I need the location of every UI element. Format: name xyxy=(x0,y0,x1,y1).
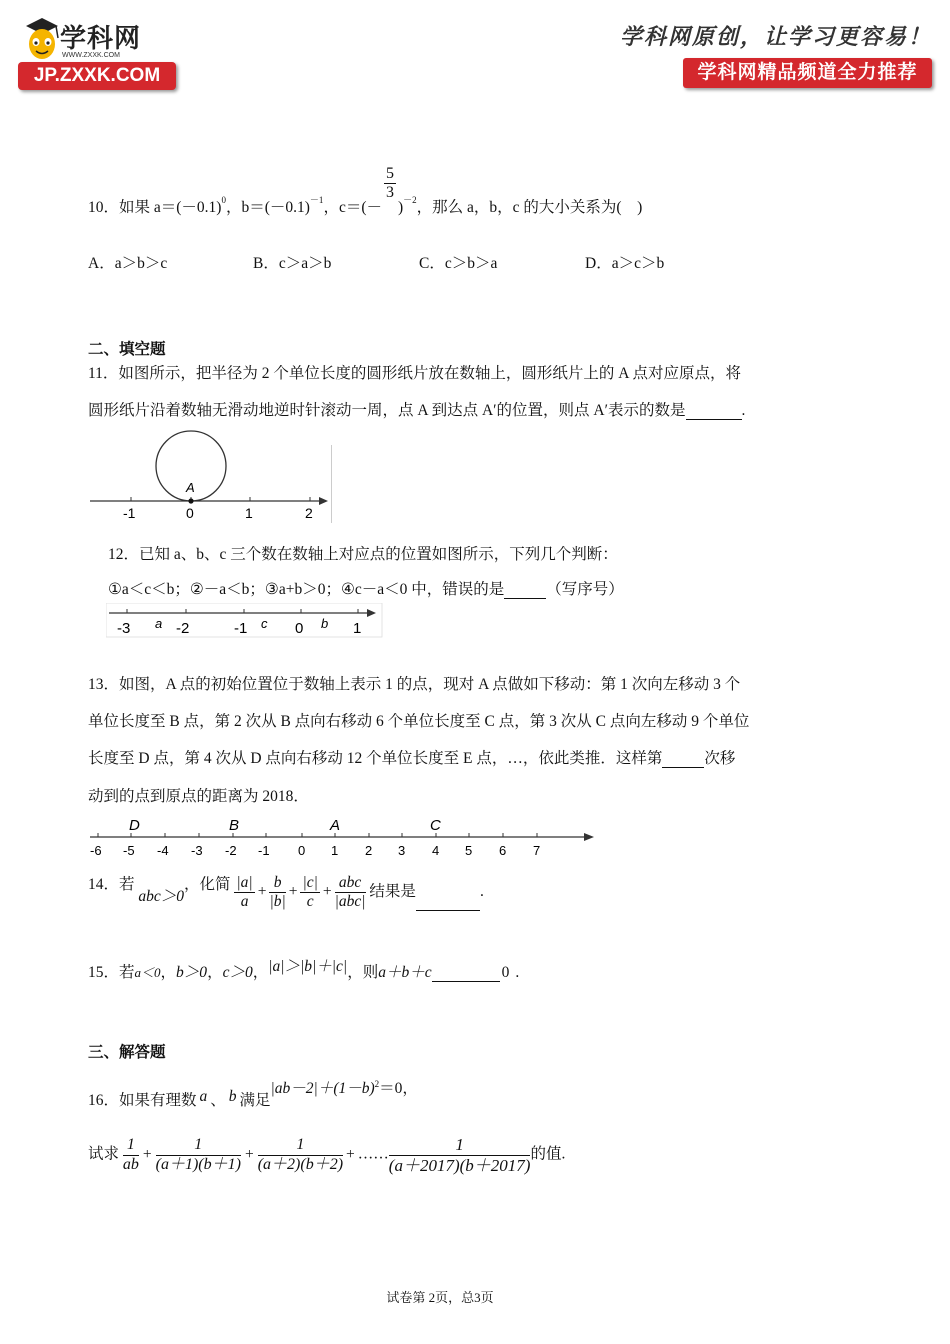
q13-tick-label: 1 xyxy=(331,843,339,858)
q16-var-a: a xyxy=(199,1088,208,1105)
q14-term1-den: a xyxy=(240,892,249,910)
q10-exp-b: －1 xyxy=(309,195,324,206)
q10-part-c-close: ) xyxy=(397,199,404,217)
q16-eq-end: ＝0， xyxy=(379,1080,418,1097)
q13-tick-label: 6 xyxy=(499,843,507,858)
q10-suffix: ，那么 a，b，c 的大小关系为( ) xyxy=(416,199,643,217)
q12-tick-label: -2 xyxy=(176,620,190,637)
q16-line1 xyxy=(88,1076,418,1109)
q13-number-line-figure xyxy=(86,812,598,862)
q10-prefix: 10．如果 a＝(－0.1) xyxy=(88,199,222,217)
q12-tick-label: 0 xyxy=(295,620,304,637)
q12-line2-end: （写序号） xyxy=(546,581,624,598)
q16-suffix: 的值. xyxy=(530,1145,566,1163)
section-solve-title: 三、解答题 xyxy=(88,1044,166,1061)
q11-tick-label: -1 xyxy=(123,505,136,521)
q10-frac-num: 5 xyxy=(384,165,396,184)
q13-tick-label: 4 xyxy=(432,843,440,858)
q11-line2-end: . xyxy=(741,402,746,419)
q15-prefix: 15．若 xyxy=(88,964,135,981)
q15-sep: ， xyxy=(207,964,223,981)
q15-cond-c: c＞0 xyxy=(222,964,253,981)
q13-point-b-label: B xyxy=(229,817,240,834)
q11-line2-text: 圆形纸片沿着数轴无滑动地逆时针滚动一周，点 A 到达点 A′的位置，则点 A′表示的数是 xyxy=(88,402,686,419)
q15-sep: ， xyxy=(252,964,269,981)
q13-tick-label: -3 xyxy=(191,843,203,858)
page-footer: 试卷第 2页，总3页 xyxy=(386,1290,494,1305)
q10-option-d[interactable]: D．a＞c＞b xyxy=(585,255,665,272)
q16-f1-den: ab xyxy=(122,1155,139,1173)
q14-answer-blank[interactable] xyxy=(416,896,480,911)
q12-point-b-label: b xyxy=(321,616,329,631)
q14-condition: abc＞0 xyxy=(138,887,185,905)
q15-rhs: 0 xyxy=(501,964,510,981)
q12-line2 xyxy=(108,577,624,599)
q16-fraction-4 xyxy=(389,1135,531,1175)
q15-stem xyxy=(88,960,519,982)
q10-fraction xyxy=(384,165,396,203)
q13-line1: 13．如图，A 点的初始位置位于数轴上表示 1 的点，现对 A 点做如下移动：第 1 次向左移动 3 个 xyxy=(88,676,741,693)
q14-term2-num: b xyxy=(269,874,285,893)
q14-term4-den: |abc| xyxy=(334,892,366,910)
q16-prefix: 16．如果有理数 xyxy=(88,1092,197,1109)
q13-tick-label: 7 xyxy=(533,843,541,858)
q13-line2: 单位长度至 B 点，第 2 次从 B 点向右移动 6 个单位长度至 C 点，第 3 次从 C 点向左移动 9 个单位 xyxy=(88,713,750,730)
q14-suffix: 结果是 xyxy=(369,882,416,900)
q14-term-1 xyxy=(234,874,254,911)
q16-line2 xyxy=(88,1135,565,1175)
header-slogan: 学科网原创，让学习更容易！ xyxy=(619,24,932,50)
q13-line3-end: 次移 xyxy=(704,750,736,767)
q16-f3-num: 1 xyxy=(258,1136,343,1155)
q14-plus: + xyxy=(322,882,332,900)
q16-var-b: b xyxy=(228,1088,237,1105)
q11-axis-arrow xyxy=(319,497,328,505)
logo-url: WWW.ZXXK.COM xyxy=(62,52,120,59)
q16-f3-den: (a＋2)(b＋2) xyxy=(257,1155,344,1173)
q12-point-a-label: a xyxy=(155,616,163,631)
q14-term-3 xyxy=(300,874,319,911)
q13-line3 xyxy=(88,746,735,768)
q10-stem xyxy=(88,165,642,225)
q13-tick-label: 2 xyxy=(365,843,373,858)
q10-frac-den: 3 xyxy=(385,184,394,202)
q16-plus: + xyxy=(142,1145,152,1163)
q14-prefix: 14．若 xyxy=(88,875,135,893)
q13-tick-label: -6 xyxy=(90,843,102,858)
q14-stem xyxy=(88,874,484,934)
q12-axis-arrow xyxy=(367,609,376,617)
q14-term2-den: |b| xyxy=(269,892,286,910)
q13-point-d-label: D xyxy=(129,817,140,834)
q10-exp-a: 0 xyxy=(221,195,226,206)
q16-plus: + xyxy=(346,1145,355,1163)
q12-number-line-figure xyxy=(106,603,384,639)
q14-term4-num: abc xyxy=(335,874,366,893)
q12-line2-text: ①a＜c＜b；②－a＜b；③a+b＞0；④c－a＜0 中，错误的是 xyxy=(108,581,505,598)
q16-equation: |ab－2|＋(1－b) xyxy=(270,1080,375,1097)
q16-line2-prefix: 试求 xyxy=(88,1145,120,1163)
header-banner xyxy=(683,58,932,88)
q13-tick-label: -2 xyxy=(225,843,237,858)
q15-answer-blank[interactable] xyxy=(432,967,500,982)
q11-tick-label: 0 xyxy=(186,505,194,521)
q13-answer-blank[interactable] xyxy=(662,753,704,768)
mascot-icon xyxy=(22,16,62,66)
q16-f2-num: 1 xyxy=(156,1136,241,1155)
q15-then: 则 xyxy=(362,964,379,981)
q16-f4-den: (a＋2017)(b＋2017) xyxy=(388,1155,531,1175)
q13-point-a-label: A xyxy=(330,817,341,834)
q16-fraction-1 xyxy=(123,1136,139,1174)
section-fill-in-title: 二、填空题 xyxy=(88,341,166,358)
q15-cond-abs: |a|＞|b|＋|c| xyxy=(268,958,348,975)
q15-end: . xyxy=(515,964,520,981)
q10-part-c: ，c＝(－ xyxy=(323,199,382,217)
q10-option-c[interactable]: C．c＞b＞a xyxy=(419,255,498,272)
q11-tick-label: 1 xyxy=(245,505,253,521)
q13-line3-text: 长度至 D 点，第 4 次从 D 点向右移动 12 个单位长度至 E 点，…，依此类推．这样第 xyxy=(88,750,663,767)
q13-tick-label: -5 xyxy=(123,843,135,858)
q13-line4: 动到的点到原点的距离为 2018． xyxy=(88,788,309,805)
logo-domain-banner xyxy=(18,62,176,90)
q16-plus: + xyxy=(244,1145,254,1163)
q16-square: 2 xyxy=(374,1078,380,1089)
q15-sep: ， xyxy=(347,964,363,981)
q14-term1-num: |a| xyxy=(236,874,253,891)
q14-mid: ，化简 xyxy=(184,875,231,893)
q14-term3-den: c xyxy=(306,892,314,910)
q16-dots: …… xyxy=(357,1145,389,1163)
header-logo xyxy=(16,14,181,96)
q11-tick-label: 2 xyxy=(305,505,313,521)
q15-expr: a＋b＋c xyxy=(378,964,432,981)
q10-part-b: ，b＝(－0.1) xyxy=(225,199,310,217)
q12-tick-label: -1 xyxy=(234,620,248,637)
q15-cond-b: b＞0 xyxy=(176,964,208,981)
q14-term-4 xyxy=(335,874,366,911)
q10-exp-c: －2 xyxy=(403,195,417,206)
q14-term-2 xyxy=(269,874,285,911)
q11-point-a-label: A xyxy=(186,480,195,495)
q13-tick-label: 3 xyxy=(398,843,406,858)
q10-option-a[interactable]: A．a＞b＞c xyxy=(88,255,168,272)
q10-option-b[interactable]: B．c＞a＞b xyxy=(253,255,332,272)
q13-tick-label: 0 xyxy=(298,843,306,858)
q11-line1: 11．如图所示，把半径为 2 个单位长度的圆形纸片放在数轴上，圆形纸片上的 A 点对应原点，将 xyxy=(88,365,742,382)
logo-name: 学科网 xyxy=(60,23,142,53)
q13-axis-arrow xyxy=(584,833,594,841)
q13-tick-label: 5 xyxy=(465,843,473,858)
q13-tick-label: -1 xyxy=(258,843,270,858)
q14-end: . xyxy=(479,882,484,900)
q13-tick-label: -4 xyxy=(157,843,169,858)
q11-number-line-figure xyxy=(88,425,334,523)
q16-fraction-2 xyxy=(156,1136,241,1174)
q16-f2-den: (a＋1)(b＋1) xyxy=(155,1155,241,1173)
q13-point-c-label: C xyxy=(430,817,441,834)
q14-term3-num: |c| xyxy=(302,874,318,891)
q16-dun: 、 xyxy=(210,1092,226,1109)
q16-fraction-3 xyxy=(258,1136,343,1174)
q11-point-a xyxy=(188,498,193,503)
q16-f4-num: 1 xyxy=(389,1135,531,1156)
q12-tick-label: 1 xyxy=(353,620,362,637)
q12-answer-blank[interactable] xyxy=(504,584,546,599)
q11-line2 xyxy=(88,398,745,420)
q14-plus: + xyxy=(257,882,267,900)
q15-sep: ， xyxy=(160,964,177,981)
q14-plus: + xyxy=(288,882,298,900)
q11-answer-blank[interactable] xyxy=(686,405,742,420)
header-banner-text: 学科网精品频道全力推荐 xyxy=(697,62,918,83)
q15-cond-a: a＜0 xyxy=(134,965,161,980)
q12-tick-label: -3 xyxy=(117,620,131,637)
logo-domain: JP.ZXXK.COM xyxy=(33,65,161,86)
q12-point-c-label: c xyxy=(261,616,268,631)
q12-line1: 12．已知 a、b、c 三个数在数轴上对应点的位置如图所示，下列几个判断： xyxy=(108,546,618,563)
q16-mid: 满足 xyxy=(239,1092,271,1109)
q16-f1-num: 1 xyxy=(123,1136,139,1155)
